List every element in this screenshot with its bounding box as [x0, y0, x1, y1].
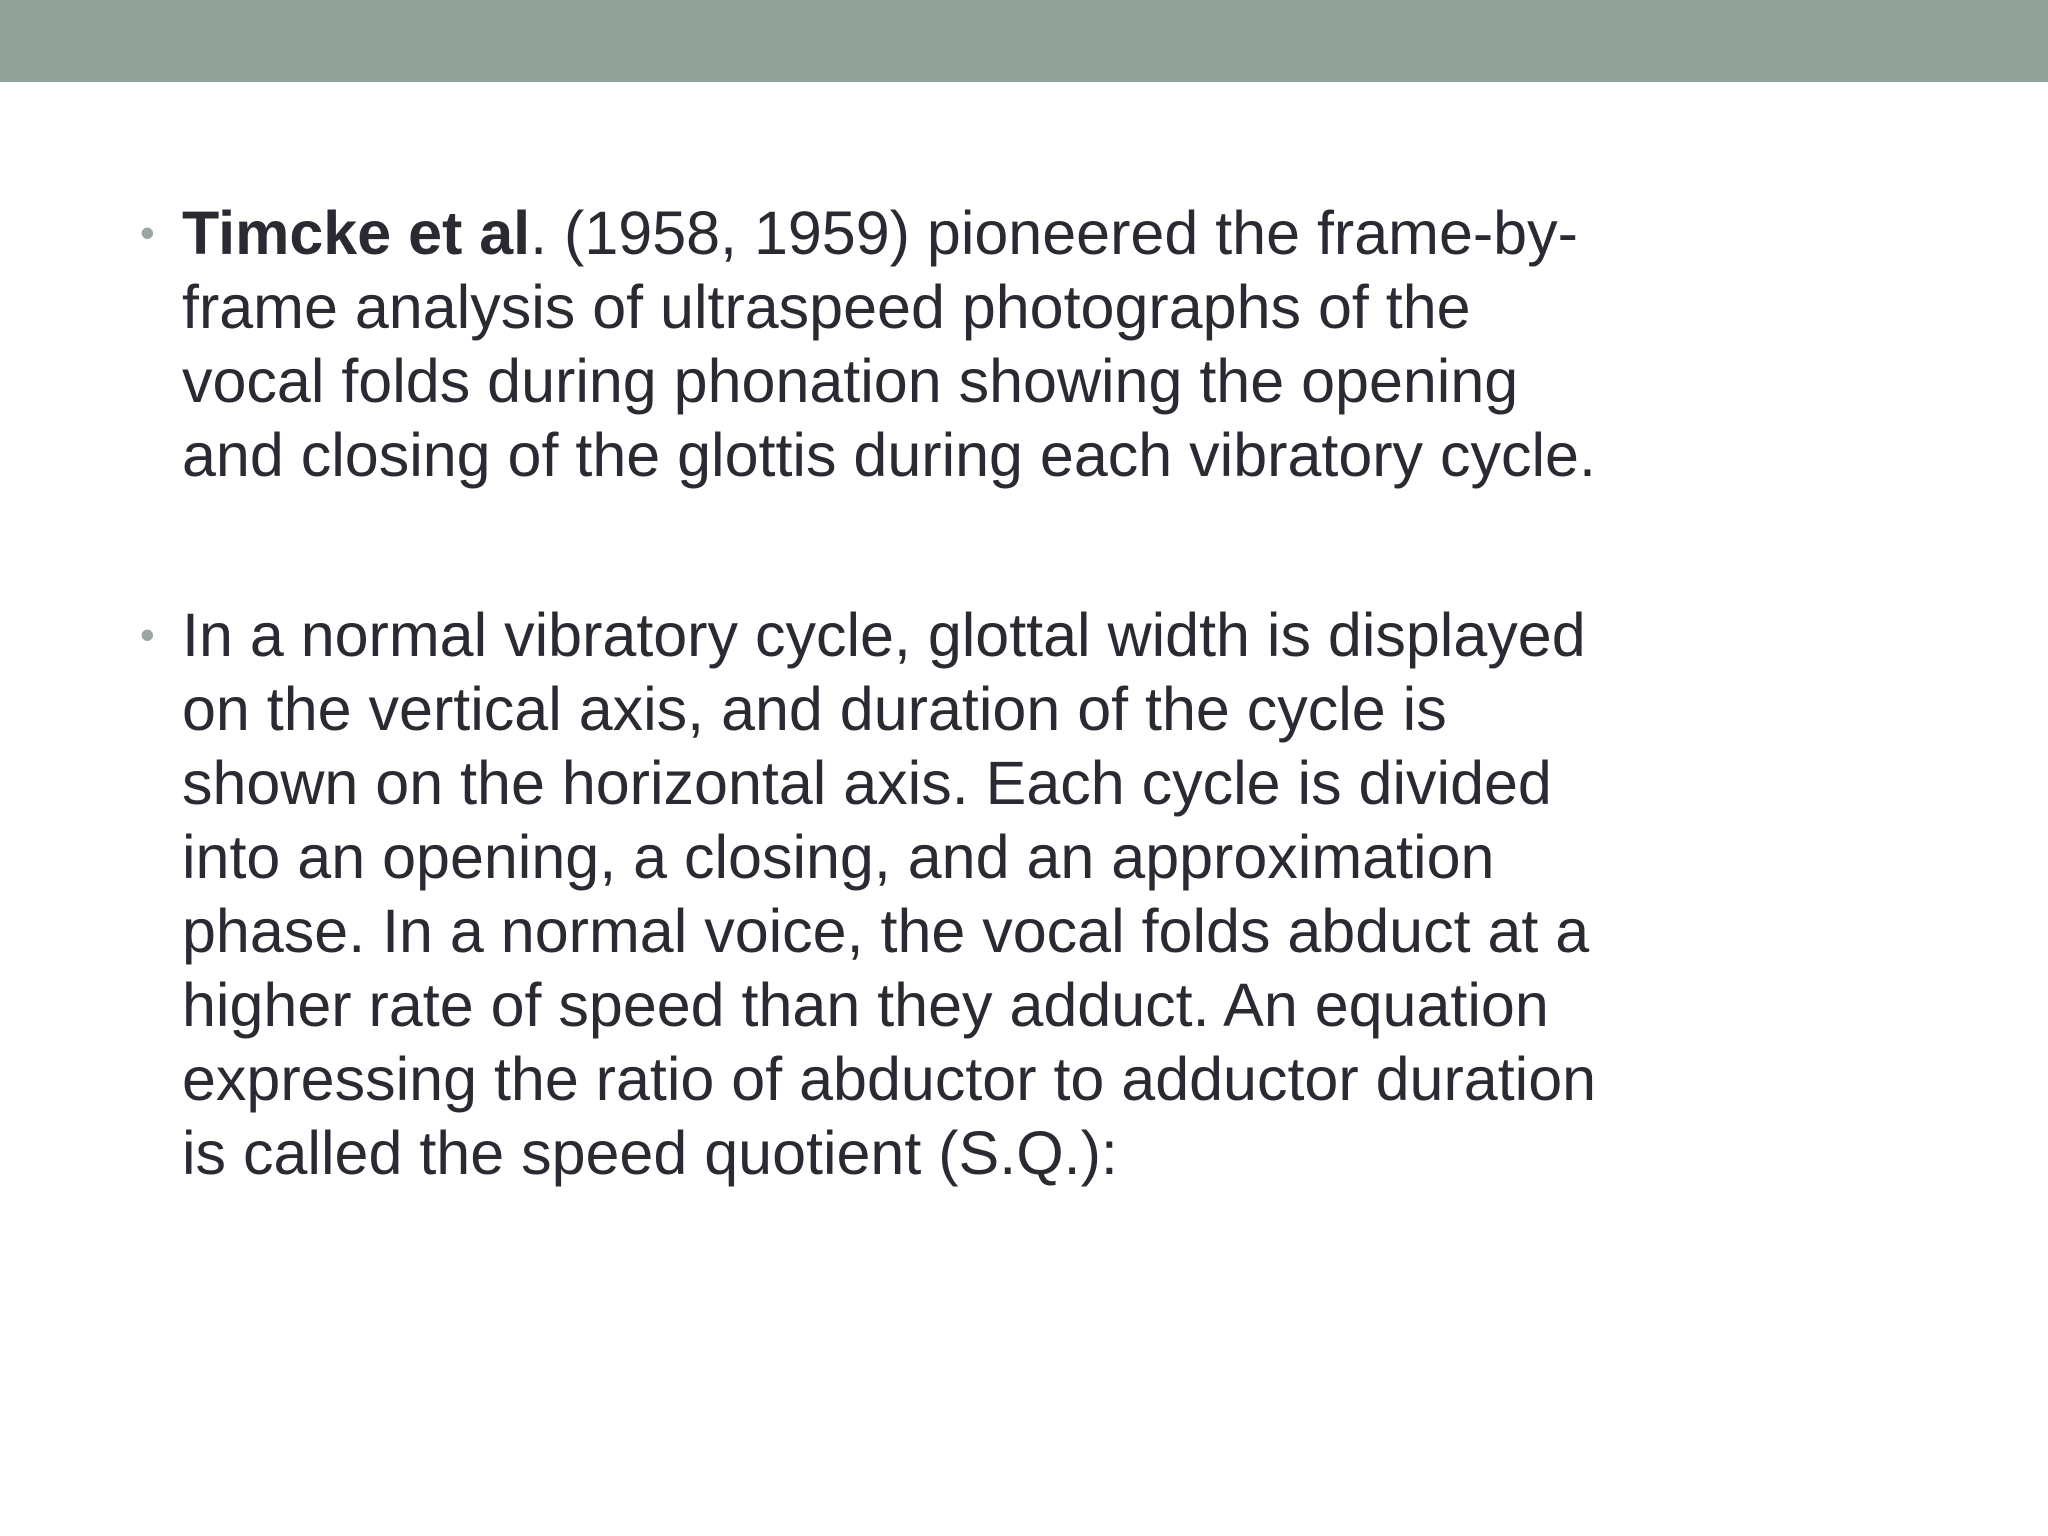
bullet-marker: • [140, 209, 155, 256]
bullet-line: shown on the horizontal axis. Each cycle is divided [182, 749, 1552, 817]
bullet-item-1 [140, 196, 1780, 492]
bullet-line: In a normal vibratory cycle, glottal width is displayed [182, 601, 1586, 669]
bullet-line: phase. In a normal voice, the vocal folds abduct at a [182, 897, 1590, 965]
bullet-line: frame analysis of ultraspeed photographs of the [182, 273, 1471, 341]
bullet-marker: • [140, 611, 155, 658]
slide-body [140, 196, 1780, 1190]
bullet-text: . (1958, 1959) pioneered the frame-by- [530, 199, 1578, 267]
bullet-line: vocal folds during phonation showing the opening [182, 347, 1519, 415]
bullet-item-2 [140, 598, 1780, 1190]
bullet-line: and closing of the glottis during each vibratory cycle. [182, 421, 1596, 489]
bullet-line: higher rate of speed than they adduct. An equation [182, 971, 1549, 1039]
bullet-line [182, 196, 1780, 270]
bullet-line: is called the speed quotient (S.Q.): [182, 1119, 1118, 1187]
bullet-line: expressing the ratio of abductor to adductor duration [182, 1045, 1597, 1113]
bullet-line: into an opening, a closing, and an approximation [182, 823, 1495, 891]
header-band [0, 0, 2048, 82]
author-name: Timcke et al [182, 199, 531, 267]
bullet-line: on the vertical axis, and duration of the cycle is [182, 675, 1447, 743]
